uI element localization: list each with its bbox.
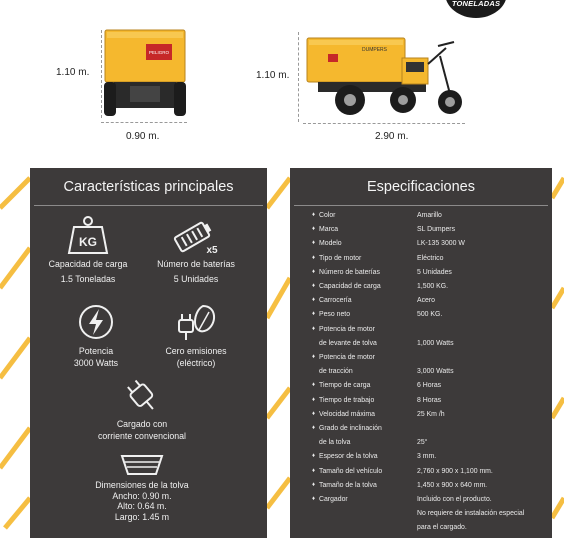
side-height-label: 1.10 m.	[256, 70, 290, 81]
front-warning-sign: PELIGRO	[148, 50, 170, 55]
spec-key: Peso neto	[319, 311, 351, 319]
spec-key: Grado de inclinación	[319, 425, 382, 432]
spec-key: de tracción	[319, 368, 353, 376]
spec-key: Carrocería	[319, 297, 352, 305]
feature-charging	[84, 377, 200, 442]
spec-key: Cargador	[319, 496, 348, 503]
spec-value: Eléctrico	[417, 254, 444, 262]
spec-value: 25 Km /h	[417, 410, 445, 418]
spec-bullet: ♦	[312, 354, 316, 360]
spec-bullet: ♦	[312, 481, 316, 488]
spec-value: 500 KG.	[417, 311, 443, 319]
battery-icon-text: x5	[206, 245, 218, 255]
spec-value: para el cargado.	[417, 524, 467, 532]
spec-key: Tipo de motor	[319, 254, 362, 262]
hopper-label: Dimensiones de la tolva	[95, 480, 189, 490]
spec-bullet: ♦	[312, 254, 316, 261]
hopper-width: Ancho: 0.90 m.	[112, 490, 172, 501]
spec-key: Capacidad de carga	[319, 283, 381, 290]
capacity-value: 1.5 Toneladas	[60, 274, 116, 284]
capacity-badge	[445, 0, 507, 18]
hopper-height: Alto: 0.64 m.	[117, 501, 167, 511]
spec-bullet: ♦	[312, 240, 316, 247]
feature-power	[48, 302, 144, 369]
spec-value: 25°	[417, 439, 428, 447]
emissions-label: Cero emisiones	[165, 346, 227, 356]
side-brand-label: DUMPERS	[362, 47, 388, 53]
weight-icon	[66, 215, 110, 255]
spec-value: 8 Horas	[417, 396, 442, 404]
feature-capacity	[40, 215, 136, 285]
specifications-divider	[294, 205, 548, 206]
side-height-guide	[298, 32, 299, 122]
spec-bullet: ♦	[312, 425, 316, 431]
emissions-value: (eléctrico)	[176, 358, 216, 368]
characteristics-divider	[34, 205, 263, 206]
power-value: 3000 Watts	[73, 358, 119, 368]
spec-bullet: ♦	[312, 467, 316, 474]
spec-key: Tiempo de carga	[319, 382, 371, 390]
spec-value: LK-135 3000 W	[417, 240, 465, 248]
spec-bullet: ♦	[312, 268, 316, 275]
spec-bullet: ♦	[312, 396, 316, 403]
hopper-icon	[119, 452, 165, 478]
spec-value: 5 Unidades	[417, 268, 452, 276]
badge-text: TONELADAS	[451, 0, 501, 8]
weight-icon-text: KG	[79, 235, 97, 249]
characteristics-title: Características principales	[63, 179, 234, 195]
spec-value: 1,000 Watts	[417, 339, 454, 347]
charging-value: corriente convencional	[97, 431, 187, 441]
spec-value: 3 mm.	[417, 453, 437, 461]
spec-key: Marca	[319, 226, 339, 234]
spec-key: Potencia de motor	[319, 325, 375, 333]
side-length-label: 2.90 m.	[375, 131, 409, 142]
spec-value: 2,760 x 900 x 1,100 mm.	[417, 467, 493, 475]
batteries-value: 5 Unidades	[173, 274, 219, 284]
specifications-title: Especificaciones	[367, 179, 475, 195]
spec-bullet: ♦	[312, 311, 316, 318]
front-height-label: 1.10 m.	[56, 67, 90, 78]
spec-key: Espesor de la tolva	[319, 453, 378, 461]
dumper-side-image	[300, 34, 465, 120]
spec-value: Incluido con el producto.	[417, 496, 492, 503]
spec-bullet: ♦	[312, 283, 316, 289]
spec-key: Tamaño del vehículo	[319, 467, 383, 475]
spec-value: 6 Horas	[417, 382, 442, 390]
charging-label: Cargado con	[116, 419, 168, 429]
spec-key: de levante de tolva	[319, 339, 377, 347]
feature-emissions	[148, 302, 244, 369]
power-label: Potencia	[78, 346, 114, 356]
hopper-length: Largo: 1.45 m	[114, 511, 170, 522]
spec-value: 1,500 KG.	[417, 283, 449, 290]
side-length-guide	[303, 123, 465, 124]
spec-key: Potencia de motor	[319, 354, 375, 361]
spec-bullet: ♦	[312, 325, 316, 332]
spec-key: Tiempo de trabajo	[319, 396, 375, 404]
spec-bullet: ♦	[312, 410, 316, 417]
feature-batteries	[148, 215, 244, 285]
battery-icon	[170, 215, 222, 255]
spec-key: Modelo	[319, 240, 342, 248]
spec-key: Número de baterías	[319, 268, 380, 276]
eco-plug-icon	[173, 302, 219, 342]
power-icon	[76, 302, 116, 342]
front-width-guide	[101, 122, 187, 123]
capacity-label: Capacidad de carga	[48, 259, 128, 269]
plug-icon	[121, 377, 163, 415]
spec-bullet: ♦	[312, 496, 316, 502]
spec-value: 3,000 Watts	[417, 368, 454, 376]
spec-value: SL Dumpers	[417, 226, 456, 234]
spec-key: Color	[319, 212, 336, 219]
spec-bullet: ♦	[312, 297, 316, 304]
spec-value: Acero	[417, 297, 436, 305]
spec-bullet: ♦	[312, 382, 316, 389]
spec-value: 1,450 x 900 x 640 mm.	[417, 481, 488, 489]
spec-bullet: ♦	[312, 226, 316, 233]
spec-key: Tamaño de la tolva	[319, 481, 377, 489]
spec-bullet: ♦	[312, 453, 316, 460]
spec-value: No requiere de instalación especial	[417, 510, 525, 518]
spec-value: Amarillo	[417, 212, 442, 219]
dumper-front-image	[100, 26, 192, 126]
batteries-label: Número de baterías	[157, 259, 235, 269]
spec-key: de la tolva	[319, 439, 351, 447]
feature-hopper	[84, 452, 200, 522]
front-width-label: 0.90 m.	[126, 131, 160, 142]
spec-key: Velocidad máxima	[319, 410, 375, 418]
spec-bullet: ♦	[312, 212, 316, 218]
